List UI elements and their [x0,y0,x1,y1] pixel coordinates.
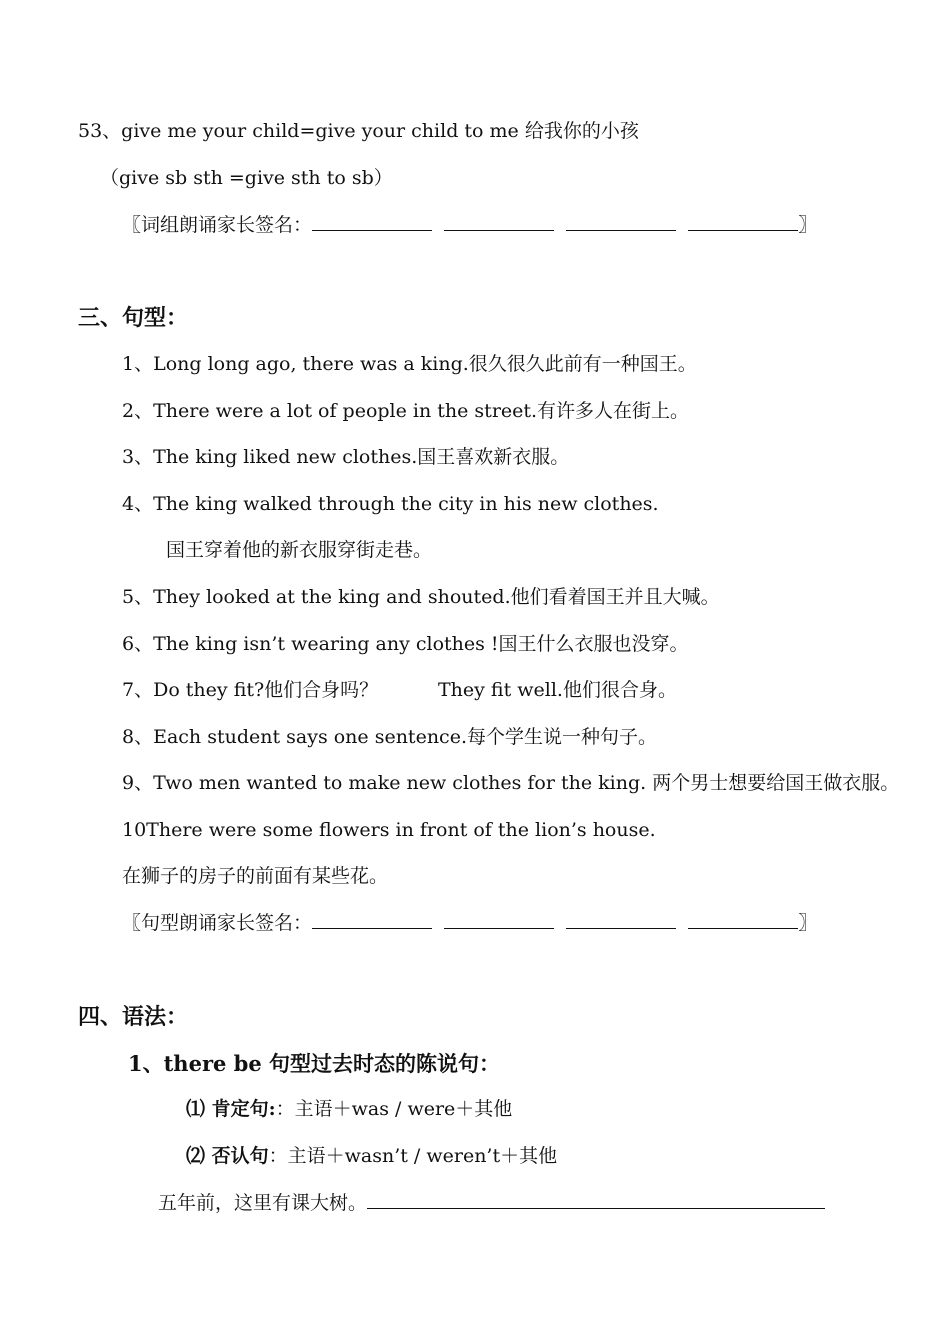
sentence-item: 7、Do they fit?他们合身吗？ [122,679,379,701]
grammar-subheading: 1、there be 句型过去时态的陈说句： [128,1051,501,1076]
sentence-translation: 国王穿着他的新衣服穿街走巷。 [166,539,433,561]
negative-formula: ：主语＋wasn’t / weren’t＋其他 [268,1145,558,1167]
signature-blank[interactable] [444,910,554,929]
section-heading-sentences: 三、句型： [78,305,189,331]
phrase-signature-line [122,212,817,237]
phrase-item-53-note: （give sb sth =give sth to sb） [100,167,393,189]
signature-blank[interactable] [688,910,798,929]
sentence-item: 9、Two men wanted to make new clothes for the king. 两个男士想要给国王做衣服。 [122,772,900,794]
sentence-item: 8、Each student says one sentence.每个学生说一种句子。 [122,726,657,748]
signature-close: 〗 [798,912,818,934]
signature-label: 〖词组朗诵家长签名： [122,214,313,236]
sentence-item-answer: They fit well.他们很合身。 [438,679,677,701]
signature-blank[interactable] [312,212,432,231]
signature-blank[interactable] [444,212,554,231]
grammar-affirmative-rule [186,1097,512,1121]
grammar-negative-rule [186,1144,557,1168]
signature-blank[interactable] [688,212,798,231]
sentence-item: 2、There were a lot of people in the street.有许多人在街上。 [122,400,690,422]
signature-label: 〖句型朗诵家长签名： [122,912,313,934]
section-heading-grammar: 四、语法： [78,1004,189,1030]
affirmative-label: ⑴ 肯定句: [186,1098,276,1120]
signature-blank[interactable] [566,910,676,929]
signature-blank[interactable] [566,212,676,231]
sentence-translation: 在狮子的房子的前面有某些花。 [122,865,389,887]
grammar-exercise [158,1190,825,1215]
sentence-item: 4、The king walked through the city in his new clothes. [122,493,659,515]
negative-label: ⑵ 否认句 [186,1145,269,1167]
signature-close: 〗 [798,214,818,236]
sentence-item: 1、Long long ago, there was a king.很久很久此前有一种国王。 [122,353,697,375]
sentence-item: 3、The king liked new clothes.国王喜欢新衣服。 [122,446,570,468]
sentence-item: 10There were some flowers in front of the lion’s house. [122,819,656,841]
exercise-prompt: 五年前，这里有课大树。 [158,1192,368,1214]
sentence-signature-line [122,910,817,935]
sentence-item: 6、The king isn’t wearing any clothes !国王什么衣服也没穿。 [122,633,689,655]
sentence-item: 5、They looked at the king and shouted.他们看着国王并且大喊。 [122,586,720,608]
phrase-item-53: 53、give me your child=give your child to me 给我你的小孩 [78,120,639,142]
signature-blank[interactable] [312,910,432,929]
affirmative-formula: ：主语＋was / were＋其他 [275,1098,513,1120]
answer-blank[interactable] [367,1190,825,1209]
